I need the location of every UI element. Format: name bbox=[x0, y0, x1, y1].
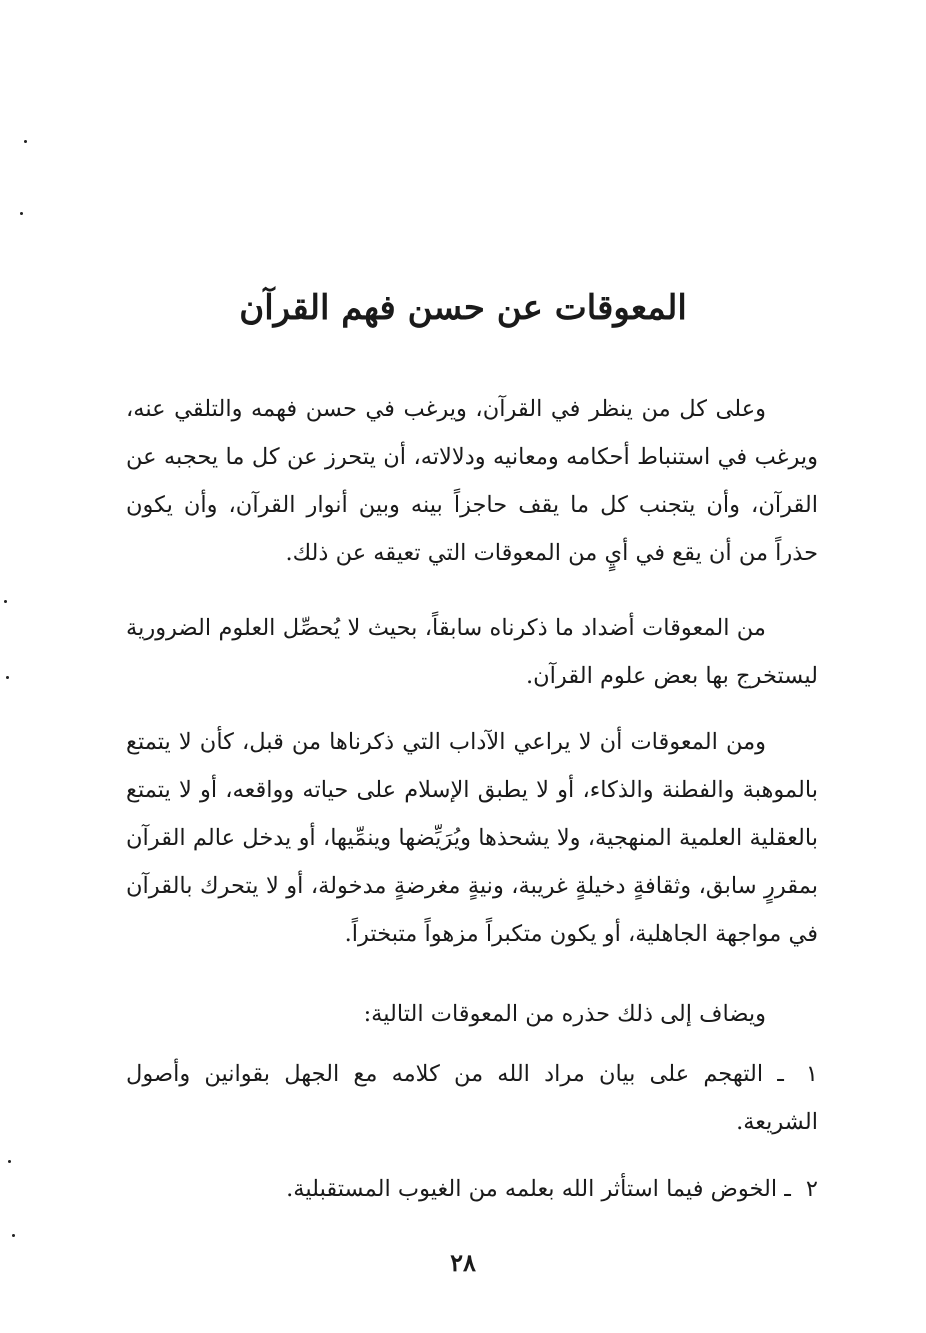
paragraph-2: من المعوقات أضداد ما ذكرناه سابقاً، بحيث لا يُحصِّل العلوم الضرورية ليستخرج بها بعض علوم القرآن. bbox=[126, 615, 818, 689]
paragraph-1: وعلى كل من ينظر في القرآن، ويرغب في حسن فهمه والتلقي عنه، ويرغب في استنباط أحكامه ومعانيه ودلالاته، أن يتحرز عن كل ما يحجبه عن القرآن، وأن يتجنب كل ما يقف حاجزاً بينه وبين أنوار القرآن، وأن يكون حذراً من أن يقع في أيٍ من المعوقات التي تعيقه عن ذلك. bbox=[126, 396, 818, 566]
scan-speck bbox=[20, 212, 23, 215]
scan-speck bbox=[6, 676, 9, 679]
list-item-dash: ـ bbox=[777, 1061, 784, 1087]
list-item-2 bbox=[126, 1165, 818, 1213]
paragraph-4: ويضاف إلى ذلك حذره من المعوقات التالية: bbox=[363, 1001, 766, 1027]
chapter-title: المعوقات عن حسن فهم القرآن bbox=[239, 288, 687, 328]
scan-speck bbox=[12, 1234, 15, 1237]
paragraph-3: ومن المعوقات أن لا يراعي الآداب التي ذكرناها من قبل، كأن لا يتمتع بالموهبة والفطنة والذكاء، أو لا يطبق الإسلام على حياته وواقعه، أو لا يتمتع بالعقلية العلمية المنهجية، ولا يشحذها ويُرَيِّضها وينمِّيها، أو يدخل عالم القرآن بمقررٍ سابق، وثقافةٍ دخيلةٍ غريبة، ونيةٍ مغرضةٍ مدخولة، أو لا يتحرك بالقرآن في مواجهة الجاهلية، أو يكون متكبراً مزهواً متبختراً. bbox=[126, 729, 818, 947]
list-item-number: ٢ bbox=[805, 1176, 818, 1202]
list-item-1 bbox=[126, 1050, 818, 1146]
scan-speck bbox=[8, 1160, 11, 1163]
list-item-number: ١ bbox=[805, 1061, 818, 1087]
list-item-text: التهجم على بيان مراد الله من كلامه مع الجهل بقوانين وأصول الشريعة. bbox=[126, 1061, 818, 1135]
list-item-text: الخوض فيما استأثر الله بعلمه من الغيوب المستقبلية. bbox=[286, 1176, 778, 1202]
scan-speck bbox=[4, 600, 7, 603]
scan-speck bbox=[24, 140, 27, 143]
page-number: ٢٨ bbox=[450, 1248, 476, 1277]
list-item-dash: ـ bbox=[784, 1176, 791, 1202]
